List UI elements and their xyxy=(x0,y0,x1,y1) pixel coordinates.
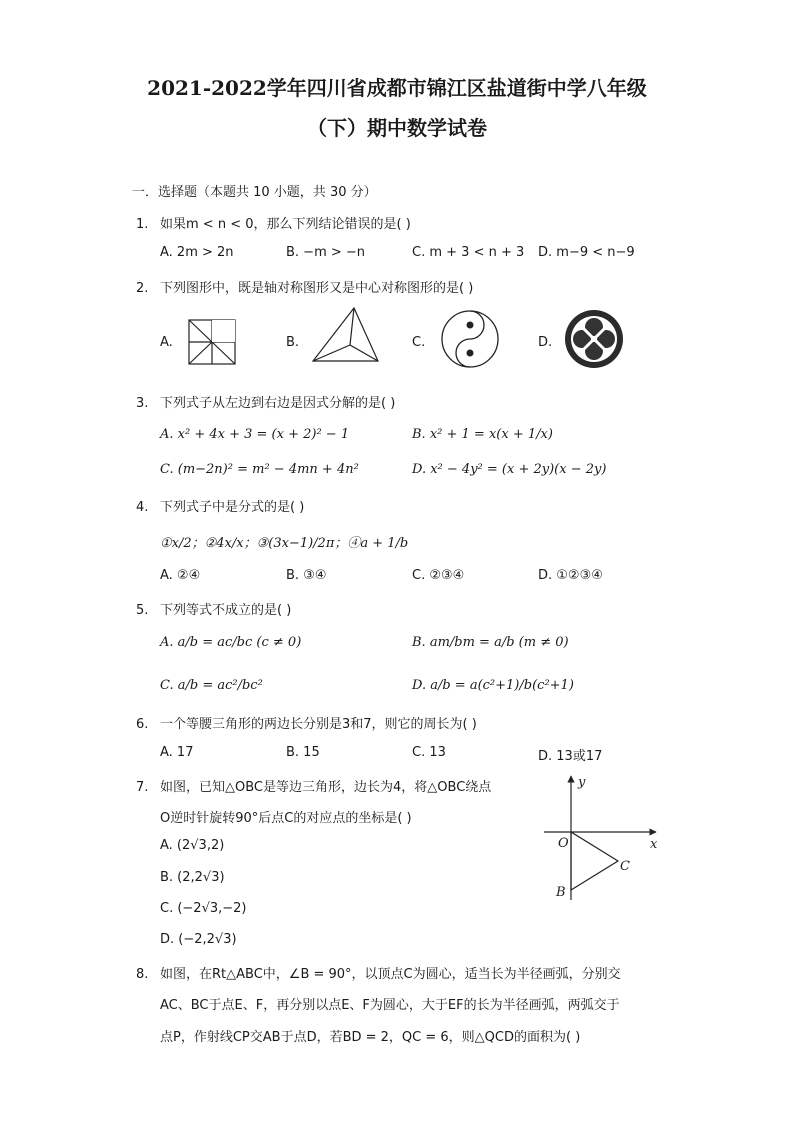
q5-option-d: D. a/b = a(c²+1)/b(c²+1) xyxy=(412,678,574,693)
q3-option-c: C. (m−2n)² = m² − 4mn + 4n² xyxy=(160,462,359,477)
q2-option-b: B. xyxy=(286,335,300,350)
question-5 xyxy=(136,599,291,618)
question-8-continued-2: 点P，作射线CP交AB于点D，若BD = 2，QC = 6，则△QCD的面积为( ) xyxy=(160,1030,581,1045)
question-text: 下列式子从左边到右边是因式分解的是( ) xyxy=(160,396,396,411)
question-number: 7. xyxy=(136,780,149,795)
y-axis-label: y xyxy=(578,775,586,790)
question-text: 下列等式不成立的是( ) xyxy=(160,603,292,618)
q2-option-c: C. xyxy=(412,335,426,350)
q1-option-c: C. m + 3 < n + 3 xyxy=(412,245,525,260)
q7-option-a: A. (2√3,2) xyxy=(160,838,225,853)
q3-option-b: B. x² + 1 = x(x + 1/x) xyxy=(412,427,553,442)
question-8 xyxy=(136,963,621,982)
q1-option-b: B. −m > −n xyxy=(286,245,366,260)
x-axis-label: x xyxy=(650,837,658,852)
q2-option-a: A. xyxy=(160,335,173,350)
question-number: 8. xyxy=(136,967,149,982)
q1-option-a: A. 2m > 2n xyxy=(160,245,234,260)
q7-option-c: C. (−2√3,−2) xyxy=(160,901,247,916)
question-text: 如图，在Rt△ABC中，∠B = 90°，以顶点C为圆心，适当长为半径画弧，分别交 xyxy=(160,967,621,982)
question-number: 2. xyxy=(136,281,149,296)
question-number: 1. xyxy=(136,217,149,232)
point-c-label: C xyxy=(620,859,630,874)
q5-option-a: A. a/b = ac/bc (c ≠ 0) xyxy=(160,635,302,650)
section-header: 一．选择题（本题共 10 小题，共 30 分） xyxy=(132,185,377,200)
yin-yang-figure xyxy=(440,309,500,369)
question-number: 3. xyxy=(136,396,149,411)
question-6 xyxy=(136,713,477,732)
q3-option-a: A. x² + 4x + 3 = (x + 2)² − 1 xyxy=(160,427,350,442)
q4-option-b: B. ③④ xyxy=(286,568,327,583)
question-text: 一个等腰三角形的两边长分别是3和7，则它的周长为( ) xyxy=(160,717,477,732)
q4-option-a: A. ②④ xyxy=(160,568,201,583)
q5-option-c: C. a/b = ac²/bc² xyxy=(160,678,263,693)
question-number: 5. xyxy=(136,603,149,618)
q3-option-d: D. x² − 4y² = (x + 2y)(x − 2y) xyxy=(412,462,607,477)
q2-option-d: D. xyxy=(538,335,553,350)
q4-expressions: ①x/2；②4x/x；③(3x−1)/2π；④a + 1/b xyxy=(160,536,409,551)
q7-option-d: D. (−2,2√3) xyxy=(160,932,237,947)
q4-option-d: D. ①②③④ xyxy=(538,568,603,583)
question-4 xyxy=(136,496,304,515)
question-text: 下列图形中，既是轴对称图形又是中心对称图形的是( ) xyxy=(160,281,474,296)
question-3 xyxy=(136,392,395,411)
quatrefoil-figure xyxy=(564,309,624,369)
question-8-continued-1: AC、BC于点E、F，再分别以点E、F为圆心，大于EF的长为半径画弧，两弧交于 xyxy=(160,998,620,1013)
q1-option-d: D. m−9 < n−9 xyxy=(538,245,635,260)
question-text: 如图，已知△OBC是等边三角形，边长为4，将△OBC绕点 xyxy=(160,780,492,795)
origin-label: O xyxy=(558,836,569,851)
q7-option-b: B. (2,2√3) xyxy=(160,870,225,885)
page-title-line2: （下）期中数学试卷 xyxy=(307,116,487,140)
q6-option-d: D. 13或17 xyxy=(538,749,603,764)
pinwheel-figure xyxy=(186,317,238,367)
question-2 xyxy=(136,277,473,296)
question-7-continued: O逆时针旋转90°后点C的对应点的坐标是( ) xyxy=(160,811,412,826)
question-number: 6. xyxy=(136,717,149,732)
point-b-label: B xyxy=(556,885,566,900)
question-number: 4. xyxy=(136,500,149,515)
page-title-line1: 2021-2022学年四川省成都市锦江区盐道街中学八年级 xyxy=(147,76,647,100)
q4-option-c: C. ②③④ xyxy=(412,568,465,583)
q6-option-a: A. 17 xyxy=(160,745,194,760)
star-triangle-figure xyxy=(310,305,382,365)
question-text: 下列式子中是分式的是( ) xyxy=(160,500,305,515)
question-7 xyxy=(136,776,491,795)
triangle-coordinate-figure xyxy=(540,770,666,904)
q6-option-b: B. 15 xyxy=(286,745,320,760)
q5-option-b: B. am/bm = a/b (m ≠ 0) xyxy=(412,635,569,650)
question-text: 如果m < n < 0，那么下列结论错误的是( ) xyxy=(160,217,411,232)
question-1 xyxy=(136,213,411,232)
q6-option-c: C. 13 xyxy=(412,745,446,760)
